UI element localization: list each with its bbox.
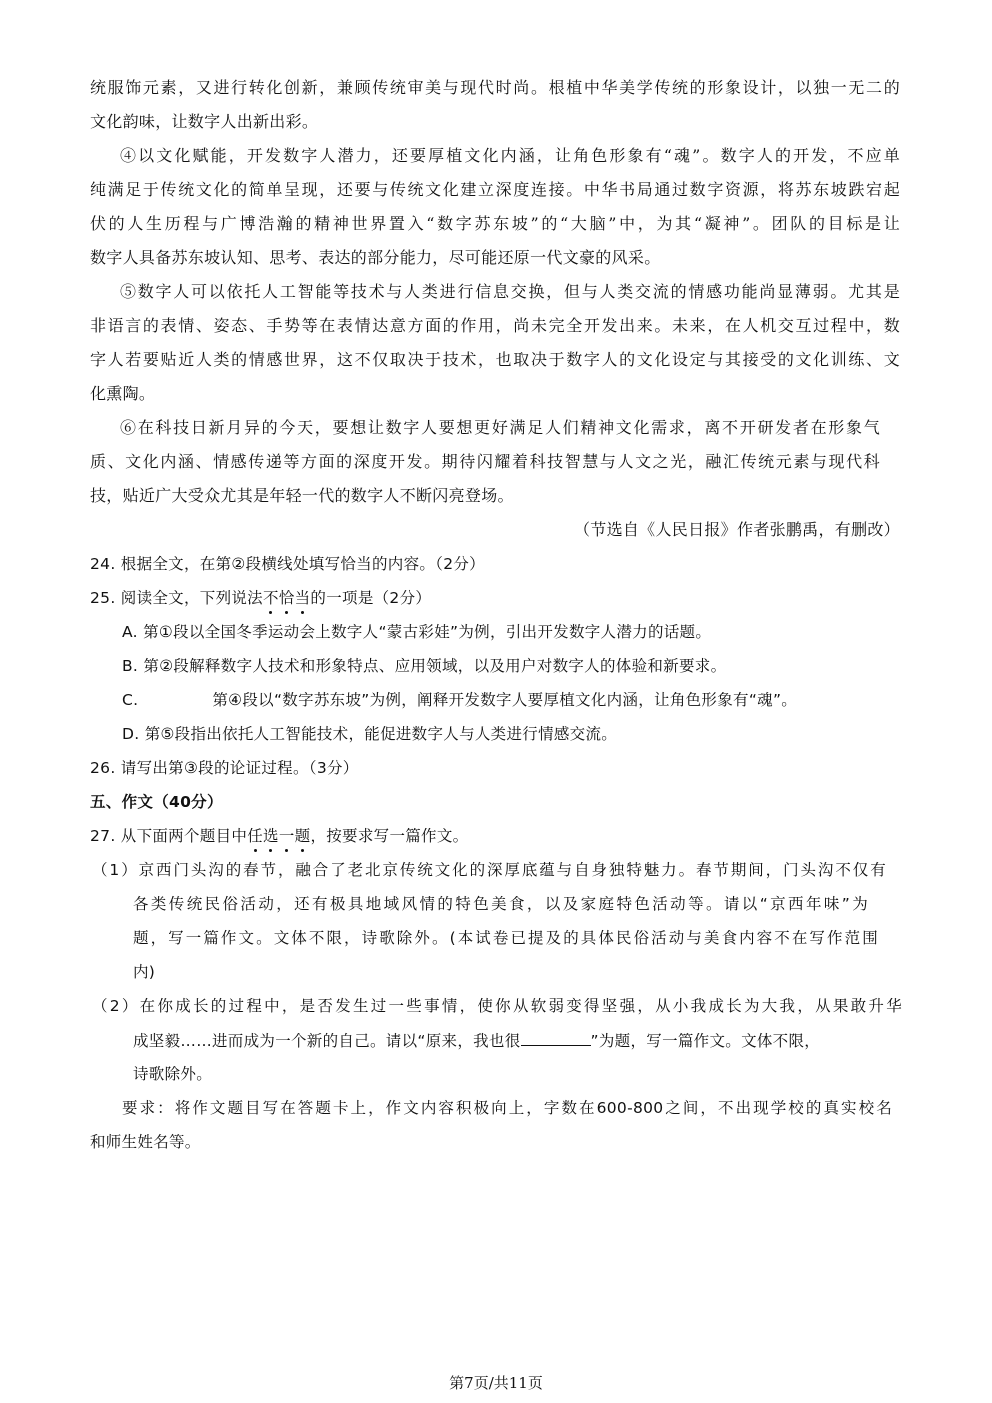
question-25 xyxy=(90,588,900,608)
topic-2-prefix: 成坚毅……进而成为一个新的自己。请以“原来，我也很 xyxy=(133,1032,521,1050)
emphasis-char: 一 xyxy=(278,827,295,845)
question-27 xyxy=(90,826,900,846)
topic-2-suffix: ”为题，写一篇作文。文体不限， xyxy=(590,1032,821,1050)
topic-2-line: （2）在你成长的过程中，是否发生过一些事情，使你从软弱变得坚强，从小我成长为大我，从果敢升华 xyxy=(92,997,902,1015)
source-citation: （节选自《人民日报》作者张鹏禹，有删改） xyxy=(573,520,900,539)
passage-line: 字人若要贴近人类的情感世界，这不仅取决于技术，也取决于数字人的文化设定与其接受的文化训练、文 xyxy=(90,350,900,369)
emphasis-char: 任 xyxy=(247,827,263,845)
requirements-line: 要求：将作文题目写在答题卡上，作文内容积极向上，字数在600-800之间，不出现学校的真实校名 xyxy=(122,1099,892,1117)
passage-line: 伏的人生历程与广博浩瀚的精神世界置入“数字苏东坡”的“大脑”中，为其“凝神”。团队的目标是让 xyxy=(90,214,900,233)
option-c-text: 第④段以“数字苏东坡”为例，阐释开发数字人要厚植文化内涵，让角色形象有“魂”。 xyxy=(212,691,798,709)
passage-line: 文化韵味，让数字人出新出彩。 xyxy=(90,112,319,131)
passage-line: ④以文化赋能，开发数字人潜力，还要厚植文化内涵，让角色形象有“魂”。数字人的开发，不应单 xyxy=(120,146,900,165)
passage-line: 非语言的表情、姿态、手势等在表情达意方面的作用，尚未完全开发出来。未来，在人机交互过程中，数 xyxy=(90,316,900,335)
topic-2-line xyxy=(133,1030,898,1051)
topic-1-line: 题，写一篇作文。文体不限，诗歌除外。(本试卷已提及的具体民俗活动与美食内容不在写作范围 xyxy=(133,929,878,947)
topic-2-line: 诗歌除外。 xyxy=(133,1065,213,1083)
passage-line: 化熏陶。 xyxy=(90,384,156,403)
question-24: 24. 根据全文，在第②段横线处填写恰当的内容。（2分） xyxy=(90,555,485,573)
passage-line: ⑤数字人可以依托人工智能等技术与人类进行信息交换，但与人类交流的情感功能尚显薄弱。尤其是 xyxy=(120,282,900,301)
question-27-suffix: ，按要求写一篇作文。 xyxy=(310,827,469,845)
emphasis-char: 不 xyxy=(262,589,279,607)
question-25-suffix: 的一项是（2分） xyxy=(310,589,432,607)
passage-line: 统服饰元素，又进行转化创新，兼顾传统审美与现代时尚。根植中华美学传统的形象设计，以独一无二的 xyxy=(90,78,900,97)
emphasis-char: 题 xyxy=(294,827,311,845)
requirements-line: 和师生姓名等。 xyxy=(90,1133,201,1151)
passage-line: 纯满足于传统文化的简单呈现，还要与传统文化建立深度连接。中华书局通过数字资源，将苏东坡跌宕起 xyxy=(90,180,900,199)
question-25-prefix: 25. 阅读全文，下列说法 xyxy=(90,589,263,607)
emphasis-char: 当 xyxy=(294,589,311,607)
topic-1-line: 各类传统民俗活动，还有极具地域风情的特色美食，以及家庭特色活动等。请以“京西年味”为 xyxy=(133,895,868,913)
option-d: D. 第⑤段指出依托人工智能技术，能促进数字人与人类进行情感交流。 xyxy=(122,725,618,743)
question-27-prefix: 27. 从下面两个题目中 xyxy=(90,827,248,845)
emphasis-char: 恰 xyxy=(278,589,295,607)
option-a: A. 第①段以全国冬季运动会上数字人“蒙古彩娃”为例，引出开发数字人潜力的话题。 xyxy=(122,623,712,641)
emphasis-char: 选 xyxy=(263,827,279,845)
passage-line: 质、文化内涵、情感传递等方面的深度开发。期待闪耀着科技智慧与人文之光，融汇传统元素与现代科 xyxy=(90,452,880,471)
question-26: 26. 请写出第③段的论证过程。（3分） xyxy=(90,759,359,777)
topic-1-line: （1）京西门头沟的春节，融合了老北京传统文化的深厚底蕴与自身独特魅力。春节期间，门头沟不仅有 xyxy=(92,861,886,879)
option-c xyxy=(122,690,900,710)
answer-blank xyxy=(521,1030,591,1046)
topic-1-line: 内) xyxy=(133,963,156,981)
option-c-label: C. xyxy=(122,691,139,709)
option-b: B. 第②段解释数字人技术和形象特点、应用领域，以及用户对数字人的体验和新要求。 xyxy=(122,657,727,675)
passage-line: 技，贴近广大受众尤其是年轻一代的数字人不断闪亮登场。 xyxy=(90,486,514,505)
passage-line: ⑥在科技日新月异的今天，要想让数字人要想更好满足人们精神文化需求，离不开研发者在形象气 xyxy=(120,418,880,437)
passage-line: 数字人具备苏东坡认知、思考、表达的部分能力，尽可能还原一代文豪的风采。 xyxy=(90,248,661,267)
page-footer: 第7页/共11页 xyxy=(449,1374,543,1392)
section-heading: 五、作文（40分） xyxy=(90,793,223,811)
